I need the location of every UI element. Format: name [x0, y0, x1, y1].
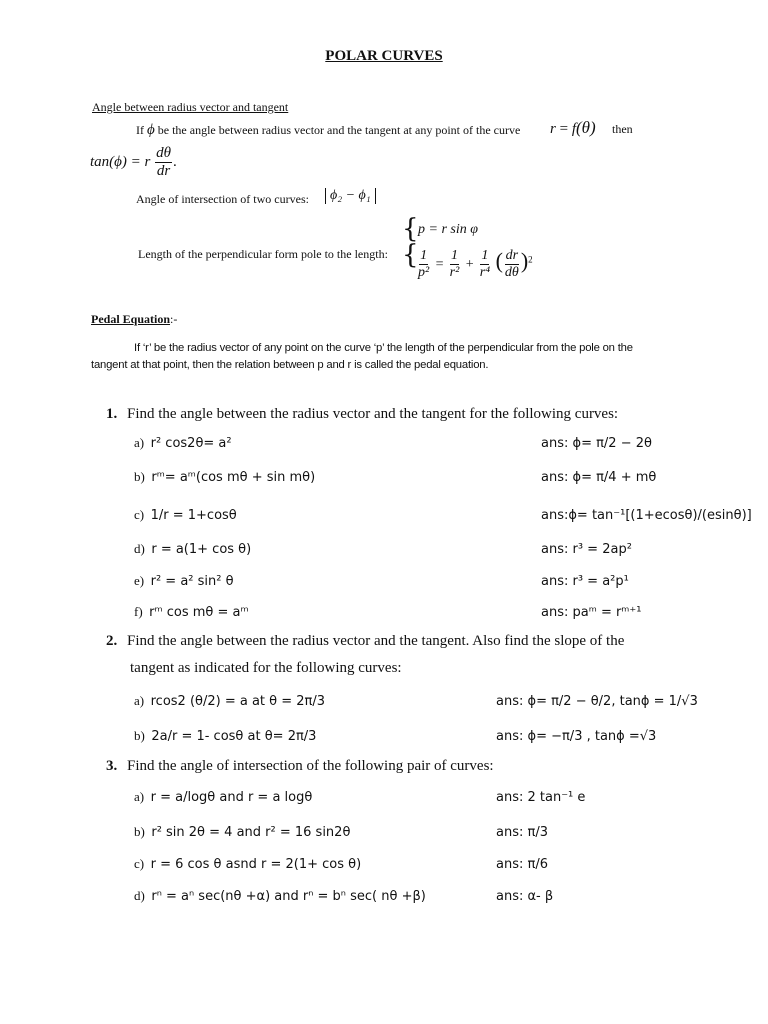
pedal-heading: Pedal Equation	[91, 312, 171, 326]
q1a-label: a)	[134, 435, 145, 450]
q1c-label: c)	[134, 507, 145, 522]
q1-line	[106, 406, 618, 423]
q3d-ans: ans: α- β	[496, 889, 554, 904]
q3b	[134, 824, 350, 840]
q2-text1: Find the angle between the radius vector and the tangent. Also find the slope of the	[127, 633, 625, 649]
dtheta-dr-fraction	[155, 146, 172, 179]
q3c-answer	[496, 856, 548, 872]
q3c-label: c)	[134, 856, 145, 871]
perp-plus: +	[464, 257, 475, 272]
one-a: 1	[420, 248, 428, 264]
q1f	[134, 604, 249, 620]
q2a-answer	[496, 693, 698, 709]
q1a-ans: ans: ϕ= π/2 − 2θ	[541, 436, 652, 451]
q2b	[134, 728, 316, 744]
q3d-label: d)	[134, 888, 145, 903]
pedal-line2: tangent at that point, then the relation between p and r is called the pedal equation.	[91, 359, 489, 371]
q3c-expr: r = 6 cos θ asnd r = 2(1+ cos θ)	[150, 857, 362, 872]
q1e-ans: ans: r³ = a²p¹	[541, 574, 629, 589]
paren-close: )	[520, 248, 529, 273]
one-c: 1	[481, 248, 489, 264]
curve-theta: (θ)	[575, 118, 596, 137]
q1a-expr: r² cos2θ= a²	[150, 436, 232, 451]
intro-mid: be the angle between radius vector and the tangent at any point of the curve	[157, 123, 521, 137]
q1f-label: f)	[134, 604, 143, 619]
one-b: 1	[450, 248, 458, 264]
curve-eq: =	[559, 121, 569, 137]
q1e	[134, 573, 234, 589]
q3d-expr: rⁿ = aⁿ sec(nθ +α) and rⁿ = bⁿ sec( nθ +β)	[151, 889, 426, 904]
q3b-answer	[496, 824, 548, 840]
q3c-ans: ans: π/6	[496, 857, 548, 872]
r2: r²	[449, 265, 460, 281]
left-brace-top: {	[402, 214, 419, 244]
q1c-ans: ans:ϕ= tan⁻¹[(1+ecosθ)/(esinθ)]	[541, 508, 752, 523]
q2-number: 2.	[106, 633, 118, 649]
frac-1-r4	[479, 249, 491, 280]
q2a-ans: ans: ϕ= π/2 − θ/2, tanϕ = 1/√3	[496, 694, 698, 709]
q3a	[134, 789, 312, 805]
intro-pre: If	[136, 123, 144, 137]
q3-line	[106, 758, 494, 775]
q1d	[134, 541, 251, 557]
tan-formula	[90, 146, 177, 179]
p2: p²	[418, 265, 430, 281]
q3c	[134, 856, 361, 872]
r4: r⁴	[479, 265, 491, 281]
perp-eq1: p = r sin φ	[418, 222, 478, 237]
phi-symbol: ϕ	[147, 122, 155, 138]
q3a-label: a)	[134, 789, 145, 804]
q1b-ans: ans: ϕ= π/4 + mθ	[541, 470, 657, 485]
q2b-answer	[496, 728, 656, 744]
frac-dtheta: dθ	[156, 145, 172, 161]
q1f-ans: ans: paᵐ = rᵐ⁺¹	[541, 605, 642, 620]
q2-text2: tangent as indicated for the following curves:	[130, 660, 402, 676]
q1d-expr: r = a(1+ cos θ)	[151, 542, 252, 557]
q3b-ans: ans: π/3	[496, 825, 548, 840]
q1-text: Find the angle between the radius vector and the tangent for the following curves:	[127, 406, 619, 422]
q3a-answer	[496, 789, 585, 805]
intersection-value: ϕ₂ − ϕ₁	[325, 188, 376, 204]
q1c-expr: 1/r = 1+cosθ	[150, 508, 237, 523]
pedal-heading-suffix: :-	[170, 312, 178, 326]
q3b-expr: r² sin 2θ = 4 and r² = 16 sin2θ	[151, 825, 351, 840]
q2-line1	[106, 633, 624, 650]
intersection-label: Angle of intersection of two curves:	[136, 192, 309, 206]
curve-r: r	[550, 121, 556, 137]
q1d-answer	[541, 541, 632, 557]
q3a-expr: r = a/logθ and r = a logθ	[150, 790, 313, 805]
perp-eqsign: =	[434, 257, 445, 272]
left-brace-bottom: {	[402, 240, 419, 270]
q3a-ans: ans: 2 tan⁻¹ e	[496, 790, 586, 805]
intro-line	[136, 122, 520, 139]
pedal-heading-line	[91, 312, 177, 327]
perp-eq2	[416, 248, 533, 280]
perp-square: 2	[528, 254, 533, 265]
perp-dtheta: dθ	[504, 265, 519, 281]
q2a	[134, 693, 325, 709]
q2a-expr: rcos2 (θ/2) = a at θ = 2π/3	[150, 694, 326, 709]
q1-number: 1.	[106, 406, 118, 422]
section-heading-angle: Angle between radius vector and tangent	[92, 100, 289, 114]
frac-1-p2	[417, 249, 430, 280]
frac-1-r2	[449, 249, 461, 280]
q1c	[134, 507, 237, 523]
pedal-line1: If ‘r’ be the radius vector of any point on the curve ‘p’ the length of the perpendicular from the pole on the	[134, 342, 633, 354]
q1b-expr: rᵐ= aᵐ(cos mθ + sin mθ)	[151, 470, 316, 485]
q3d-answer	[496, 888, 553, 904]
q2b-ans: ans: ϕ= −π/3 , tanϕ =√3	[496, 729, 657, 744]
q1b-answer	[541, 469, 656, 485]
q3-number: 3.	[106, 758, 118, 774]
page-title: POLAR CURVES	[325, 48, 443, 64]
q1a	[134, 435, 232, 451]
q1d-ans: ans: r³ = 2ap²	[541, 542, 632, 557]
q1b-label: b)	[134, 469, 145, 484]
perp-label: Length of the perpendicular form pole to the length:	[138, 247, 388, 261]
intersection-expr	[325, 188, 376, 204]
q1b	[134, 469, 315, 485]
q1f-answer	[541, 604, 641, 620]
frac-dr-dtheta	[504, 249, 520, 280]
q1a-answer	[541, 435, 652, 451]
q3b-label: b)	[134, 824, 145, 839]
q2b-expr: 2a/r = 1- cosθ at θ= 2π/3	[151, 729, 317, 744]
q1c-answer	[541, 507, 752, 523]
tan-period: .	[173, 153, 177, 170]
q1e-expr: r² = a² sin² θ	[150, 574, 234, 589]
curve-expr	[550, 118, 596, 138]
q1e-answer	[541, 573, 629, 589]
q3d	[134, 888, 426, 904]
q3-text: Find the angle of intersection of the following pair of curves:	[127, 758, 494, 774]
curve-f: f	[571, 121, 576, 137]
paren-open: (	[495, 248, 503, 273]
perp-dr: dr	[505, 248, 519, 264]
q1d-label: d)	[134, 541, 145, 556]
q2a-label: a)	[134, 693, 145, 708]
tan-lhs: tan(ϕ) = r	[90, 153, 151, 170]
frac-dr: dr	[156, 163, 171, 179]
q1e-label: e)	[134, 573, 145, 588]
q1f-expr: rᵐ cos mθ = aᵐ	[149, 605, 249, 620]
q2b-label: b)	[134, 728, 145, 743]
intro-then: then	[612, 122, 633, 136]
